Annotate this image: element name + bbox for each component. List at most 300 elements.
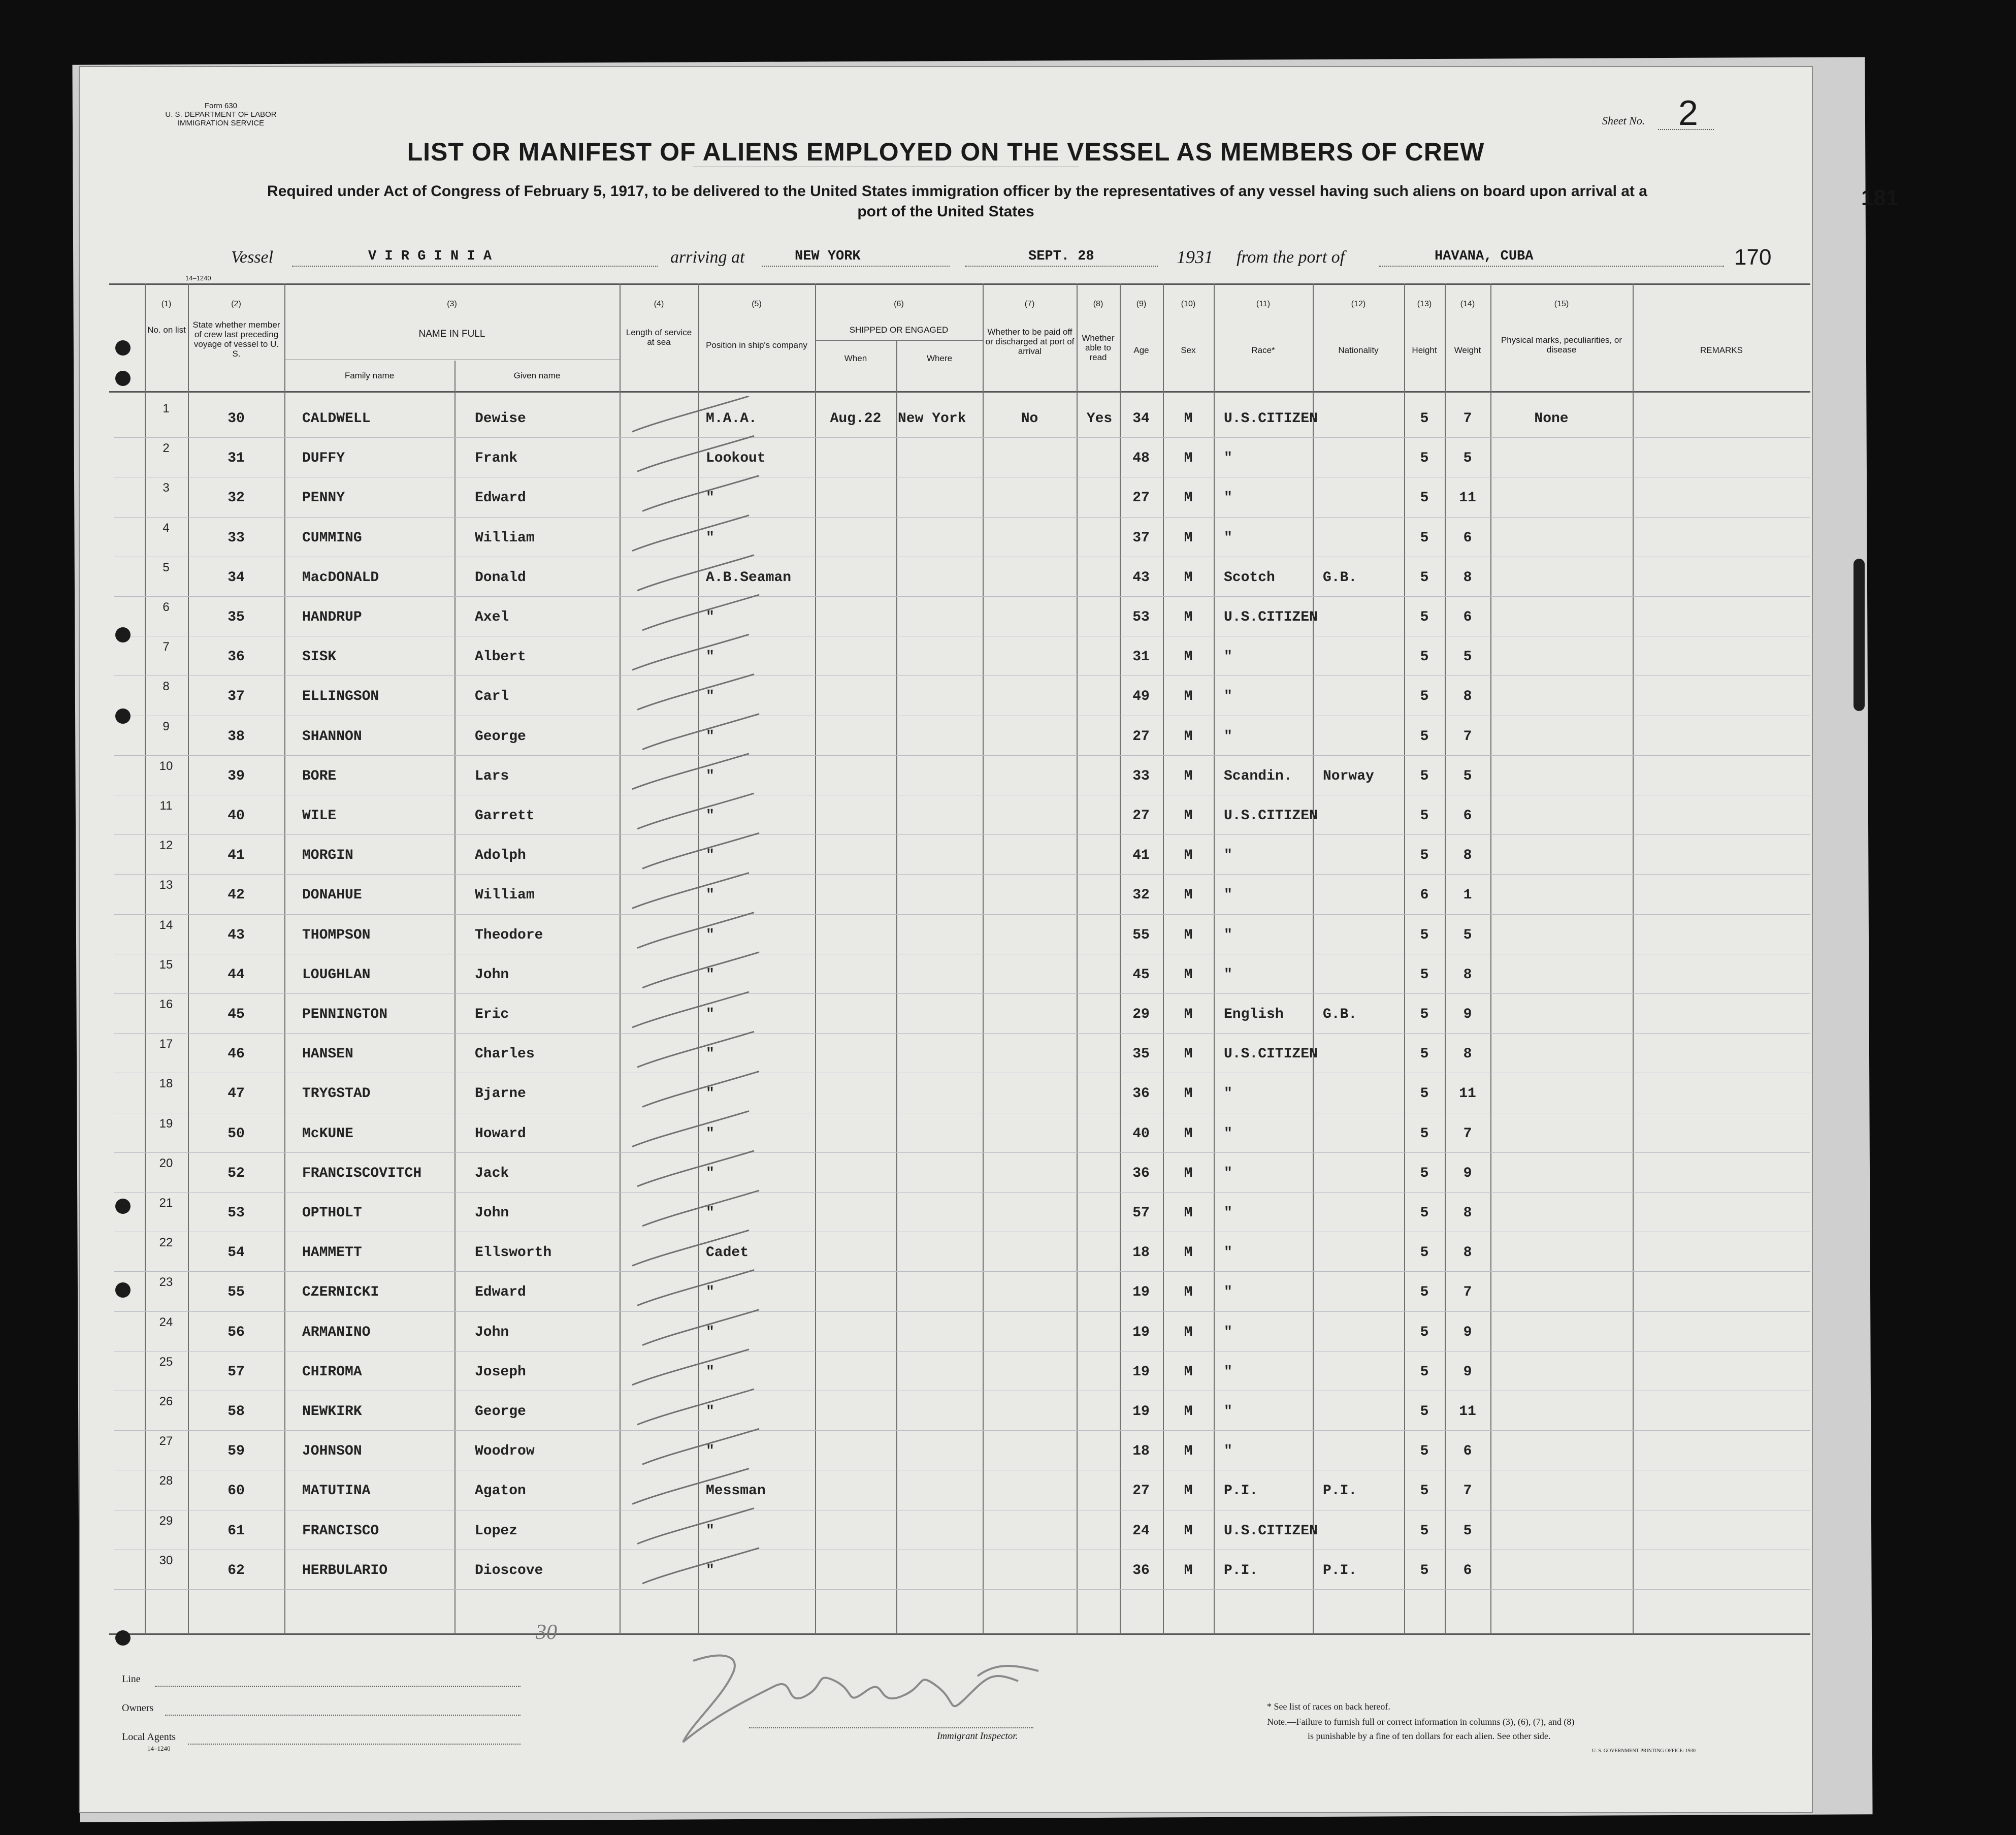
cell-family: DONAHUE <box>302 887 362 904</box>
cell-family: OPTHOLT <box>302 1205 362 1221</box>
inspector-label: Immigrant Inspector. <box>937 1731 1018 1742</box>
cell-weight: 11 <box>1459 490 1476 506</box>
cell-given: George <box>475 1404 526 1420</box>
cell-race: Scotch <box>1224 569 1275 586</box>
footer-owners-rule <box>165 1714 521 1716</box>
cell-height: 5 <box>1420 1443 1429 1460</box>
cell-weight: 7 <box>1463 1483 1472 1499</box>
cell-prev: 62 <box>227 1562 245 1579</box>
cell-family: MacDONALD <box>302 569 379 586</box>
cell-family: NEWKIRK <box>302 1404 362 1420</box>
row-number: 29 <box>159 1514 173 1528</box>
arrival-port: NEW YORK <box>795 249 861 264</box>
cell-race: " <box>1224 887 1232 904</box>
row-number: 14 <box>159 918 173 932</box>
cell-sex: M <box>1184 1404 1193 1420</box>
check-mark <box>637 436 754 471</box>
cell-weight: 9 <box>1463 1165 1472 1181</box>
cell-weight: 8 <box>1463 1245 1472 1261</box>
cell-family: HANSEN <box>302 1046 353 1063</box>
cell-age: 48 <box>1132 450 1150 467</box>
colnum-8: (8) <box>1093 300 1103 308</box>
cell-given: Agaton <box>475 1483 526 1499</box>
colnum-3: (3) <box>447 300 457 308</box>
check-mark <box>632 992 749 1027</box>
cell-prev: 57 <box>227 1364 245 1380</box>
cell-weight: 9 <box>1463 1324 1472 1340</box>
row-divider <box>114 1589 1810 1590</box>
cell-position: " <box>706 848 714 864</box>
cell-position: " <box>706 1324 714 1340</box>
cell-age: 31 <box>1132 649 1150 665</box>
cell-weight: 5 <box>1463 649 1472 665</box>
cell-position: " <box>706 768 714 784</box>
check-mark <box>632 754 749 789</box>
shipped-subheader-line <box>815 340 983 341</box>
punch-hole <box>115 340 131 356</box>
row-divider <box>114 437 1810 438</box>
table-bottom-border <box>109 1633 1810 1635</box>
row-divider <box>114 1192 1810 1193</box>
cell-given: William <box>475 887 535 904</box>
manifest-page <box>79 66 1813 1813</box>
row-divider <box>114 993 1810 994</box>
cell-weight: 8 <box>1463 1046 1472 1063</box>
cell-sex: M <box>1184 490 1193 506</box>
cell-given: Howard <box>475 1125 526 1142</box>
departure-port: HAVANA, CUBA <box>1435 249 1534 264</box>
cell-given: John <box>475 1324 509 1340</box>
cell-position: " <box>706 1125 714 1142</box>
check-mark <box>642 1548 759 1584</box>
cell-given: Lars <box>475 768 509 784</box>
cell-prev: 39 <box>227 768 245 784</box>
cell-family: FRANCISCOVITCH <box>302 1165 422 1181</box>
col-line-name-split <box>454 361 456 1634</box>
colnum-9: (9) <box>1136 300 1147 308</box>
cell-position: " <box>706 1205 714 1221</box>
row-divider <box>114 517 1810 518</box>
check-mark <box>637 913 754 948</box>
cell-sex: M <box>1184 1245 1193 1261</box>
cell-race: " <box>1224 1205 1232 1221</box>
cell-height: 5 <box>1420 1046 1429 1063</box>
row-number: 24 <box>159 1315 173 1329</box>
cell-weight: 6 <box>1463 530 1472 546</box>
check-mark <box>632 1468 749 1504</box>
row-number: 28 <box>159 1474 173 1488</box>
cell-height: 5 <box>1420 967 1429 983</box>
row-number: 25 <box>159 1355 173 1369</box>
check-mark <box>642 475 759 511</box>
row-number: 16 <box>159 997 173 1011</box>
page-number: 170 <box>1734 245 1772 270</box>
col-line-6 <box>815 283 816 1634</box>
cell-prev: 58 <box>227 1404 245 1420</box>
cell-sex: M <box>1184 649 1193 665</box>
cell-height: 5 <box>1420 1483 1429 1499</box>
arrival-date: SEPT. 28 <box>1028 249 1094 264</box>
cell-weight: 5 <box>1463 450 1472 467</box>
punch-hole <box>115 1199 131 1214</box>
cell-given: Woodrow <box>475 1443 535 1460</box>
cell-age: 19 <box>1132 1284 1150 1301</box>
cell-race: P.I. <box>1224 1562 1258 1579</box>
cell-age: 57 <box>1132 1205 1150 1221</box>
cell-position: " <box>706 1007 714 1022</box>
cell-sex: M <box>1184 1364 1193 1380</box>
cell-family: ELLINGSON <box>302 689 379 705</box>
colnum-2: (2) <box>231 300 241 308</box>
department: U. S. DEPARTMENT OF LABOR <box>165 110 277 119</box>
sheet-number: 2 <box>1678 93 1698 133</box>
cell-prev: 46 <box>227 1046 245 1063</box>
cell-height: 5 <box>1420 1205 1429 1221</box>
row-number: 3 <box>162 481 170 495</box>
cell-sex: M <box>1184 569 1193 586</box>
col-line-8 <box>1077 283 1078 1634</box>
cell-family: ARMANINO <box>302 1324 371 1340</box>
col-line-2 <box>188 283 189 1634</box>
cell-position: " <box>706 1165 714 1181</box>
cell-sex: M <box>1184 1562 1193 1579</box>
header-where: Where <box>926 353 953 363</box>
cell-height: 5 <box>1420 1562 1429 1579</box>
sheet-label: Sheet No. <box>1602 114 1645 127</box>
col-line-7 <box>983 283 984 1634</box>
punch-hole <box>115 371 131 386</box>
cell-race: English <box>1224 1007 1284 1022</box>
col-line-16 <box>1633 283 1634 1634</box>
row-number: 22 <box>159 1236 173 1250</box>
cell-height: 5 <box>1420 1324 1429 1340</box>
cell-family: MORGIN <box>302 848 353 864</box>
cell-age: 32 <box>1132 887 1150 904</box>
row-number: 7 <box>162 640 170 654</box>
cell-height: 5 <box>1420 927 1429 943</box>
cell-race: " <box>1224 689 1232 705</box>
cell-height: 5 <box>1420 490 1429 506</box>
cell-sex: M <box>1184 530 1193 546</box>
cell-height: 5 <box>1420 1364 1429 1380</box>
cell-given: Albert <box>475 649 526 665</box>
footer-owners-label: Owners <box>122 1702 154 1714</box>
cell-age: 53 <box>1132 609 1150 625</box>
cell-prev: 54 <box>227 1245 245 1261</box>
cell-given: George <box>475 728 526 745</box>
cell-sex: M <box>1184 967 1193 983</box>
form-header-block <box>119 102 322 127</box>
row-number: 11 <box>159 799 173 813</box>
cell-sex: M <box>1184 1523 1193 1539</box>
cell-age: 36 <box>1132 1086 1150 1102</box>
arriving-label: arriving at <box>670 248 745 267</box>
cell-weight: 11 <box>1459 1404 1476 1420</box>
inspector-rule <box>749 1727 1033 1728</box>
cell-paid: No <box>1021 411 1038 427</box>
cell-prev: 31 <box>227 450 245 467</box>
row-number: 21 <box>159 1196 173 1210</box>
printer-line: U. S. GOVERNMENT PRINTING OFFICE: 1930 <box>1592 1748 1696 1754</box>
cell-race: " <box>1224 927 1232 943</box>
header-weight: Weight <box>1454 345 1481 355</box>
row-number: 15 <box>159 957 173 972</box>
footer-agents-label: Local Agents <box>122 1731 176 1743</box>
cell-sex: M <box>1184 450 1193 467</box>
colnum-15: (15) <box>1554 300 1569 308</box>
cell-sex: M <box>1184 411 1193 427</box>
arriving-underline <box>762 265 950 267</box>
row-divider <box>114 914 1810 915</box>
cell-age: 40 <box>1132 1125 1150 1142</box>
cell-read: Yes <box>1086 411 1113 427</box>
cell-height: 5 <box>1420 1086 1429 1102</box>
cell-given: Axel <box>475 609 509 625</box>
check-mark <box>642 1429 759 1464</box>
cell-prev: 53 <box>227 1205 245 1221</box>
cell-weight: 7 <box>1463 1284 1472 1301</box>
cell-prev: 43 <box>227 927 245 943</box>
cell-weight: 8 <box>1463 569 1472 586</box>
header-nationality: Nationality <box>1338 345 1379 355</box>
cell-age: 19 <box>1132 1404 1150 1420</box>
cell-nat: Norway <box>1323 768 1374 784</box>
cell-age: 27 <box>1132 808 1150 824</box>
col-line-1 <box>145 283 146 1634</box>
colnum-11: (11) <box>1256 300 1271 308</box>
vessel-name: V I R G I N I A <box>368 249 492 264</box>
cell-position: " <box>706 1443 714 1460</box>
footer-agents-rule <box>188 1743 521 1745</box>
table-top-border <box>109 283 1810 285</box>
cell-sex: M <box>1184 609 1193 625</box>
header-given-name: Given name <box>513 371 561 380</box>
cell-family: DUFFY <box>302 450 345 467</box>
cell-race: " <box>1224 1245 1232 1261</box>
cell-family: HERBULARIO <box>302 1562 388 1579</box>
header-remarks: REMARKS <box>1700 345 1743 355</box>
punch-hole <box>115 709 131 724</box>
cell-race: U.S.CITIZEN <box>1224 808 1318 824</box>
row-divider <box>114 675 1810 676</box>
row-divider <box>114 1430 1810 1431</box>
cell-race: U.S.CITIZEN <box>1224 1523 1318 1539</box>
cell-weight: 8 <box>1463 967 1472 983</box>
header-family-name: Family name <box>344 371 395 380</box>
cell-weight: 9 <box>1463 1364 1472 1380</box>
cell-weight: 8 <box>1463 689 1472 705</box>
cell-age: 43 <box>1132 569 1150 586</box>
table-header-border <box>109 391 1810 393</box>
cell-family: TRYGSTAD <box>302 1086 371 1102</box>
header-able-read: Whether able to read <box>1082 333 1115 362</box>
cell-sex: M <box>1184 1284 1193 1301</box>
cell-prev: 60 <box>227 1483 245 1499</box>
header-sex: Sex <box>1181 345 1196 355</box>
cell-weight: 6 <box>1463 1443 1472 1460</box>
cell-family: CHIROMA <box>302 1364 362 1380</box>
row-divider <box>114 1152 1810 1153</box>
cell-prev: 33 <box>227 530 245 546</box>
cell-nat: G.B. <box>1323 1007 1357 1022</box>
cell-given: Theodore <box>475 927 543 943</box>
cell-height: 5 <box>1420 1245 1429 1261</box>
cell-position: " <box>706 1364 714 1380</box>
cell-sex: M <box>1184 1483 1193 1499</box>
vessel-underline <box>292 265 658 267</box>
col-line-10 <box>1163 283 1164 1634</box>
cell-sex: M <box>1184 927 1193 943</box>
cell-given: Edward <box>475 1284 526 1301</box>
cell-sex: M <box>1184 887 1193 904</box>
cell-family: SHANNON <box>302 728 362 745</box>
cell-position: " <box>706 887 714 904</box>
date-underline <box>965 265 1158 267</box>
cell-prev: 50 <box>227 1125 245 1142</box>
colnum-4: (4) <box>654 300 664 308</box>
cell-position: " <box>706 1046 714 1063</box>
subtitle-line-1: Required under Act of Congress of February 5, 1917, to be delivered to the United States immigration officer by the representatives of any vessel having such aliens on board upon arrival at a <box>267 183 1647 200</box>
cell-sex: M <box>1184 808 1193 824</box>
arrival-year: 1931 <box>1177 247 1213 267</box>
cell-age: 27 <box>1132 490 1150 506</box>
check-mark <box>637 1151 754 1186</box>
cell-sex: M <box>1184 1165 1193 1181</box>
cell-race: Scandin. <box>1224 768 1292 784</box>
colnum-7: (7) <box>1024 300 1035 308</box>
cell-height: 5 <box>1420 569 1429 586</box>
check-mark <box>642 1071 759 1107</box>
header-race: Race* <box>1251 345 1275 355</box>
header-length-service: Length of service at sea <box>626 328 692 347</box>
cell-family: McKUNE <box>302 1125 353 1142</box>
cell-age: 49 <box>1132 689 1150 705</box>
header-age: Age <box>1133 345 1149 355</box>
cell-prev: 34 <box>227 569 245 586</box>
cell-prev: 42 <box>227 887 245 904</box>
cell-height: 5 <box>1420 1404 1429 1420</box>
cell-sex: M <box>1184 1125 1193 1142</box>
row-number: 5 <box>162 560 170 574</box>
cell-prev: 35 <box>227 609 245 625</box>
cell-prev: 47 <box>227 1086 245 1102</box>
cell-sex: M <box>1184 1324 1193 1340</box>
col-line-12 <box>1313 283 1314 1634</box>
cell-weight: 6 <box>1463 609 1472 625</box>
note-races: * See list of races on back hereof. <box>1267 1701 1390 1712</box>
cell-weight: 7 <box>1463 411 1472 427</box>
row-number: 9 <box>162 719 170 733</box>
colnum-10: (10) <box>1181 300 1196 308</box>
cell-marks: None <box>1534 411 1569 427</box>
cell-height: 5 <box>1420 649 1429 665</box>
cell-height: 5 <box>1420 808 1429 824</box>
cell-race: " <box>1224 728 1232 745</box>
cell-age: 19 <box>1132 1364 1150 1380</box>
colnum-5: (5) <box>752 300 762 308</box>
cell-age: 27 <box>1132 728 1150 745</box>
note-line-2: is punishable by a fine of ten dollars for each alien. See other side. <box>1308 1731 1551 1741</box>
header-position: Position in ship's company <box>706 340 807 350</box>
sheet-number-line <box>1658 128 1714 130</box>
cell-given: Garrett <box>475 808 535 824</box>
form-number: Form 630 <box>204 102 238 110</box>
cell-position: " <box>706 967 714 983</box>
from-port-underline <box>1379 265 1724 267</box>
row-divider <box>114 1271 1810 1272</box>
service: IMMIGRATION SERVICE <box>177 119 265 127</box>
cell-race: " <box>1224 1364 1232 1380</box>
cell-race: " <box>1224 530 1232 546</box>
punch-hole <box>115 1630 131 1646</box>
header-no-on-list: No. on list <box>147 325 186 335</box>
cell-nat: P.I. <box>1323 1483 1357 1499</box>
cell-position: Cadet <box>706 1245 749 1261</box>
cell-weight: 6 <box>1463 808 1472 824</box>
cell-prev: 45 <box>227 1007 245 1022</box>
cell-age: 55 <box>1132 927 1150 943</box>
cell-prev: 41 <box>227 848 245 864</box>
row-number: 6 <box>162 600 170 614</box>
cell-position: " <box>706 609 714 625</box>
cell-race: " <box>1224 1086 1232 1102</box>
col-line-13 <box>1404 283 1405 1634</box>
cell-family: FRANCISCO <box>302 1523 379 1539</box>
cell-prev: 44 <box>227 967 245 983</box>
cell-race: " <box>1224 450 1232 467</box>
note-line-1: Note.—Failure to furnish full or correct information in columns (3), (6), (7), and (8) <box>1267 1717 1575 1727</box>
row-number: 23 <box>159 1275 173 1290</box>
footer-agents-code: 14–1240 <box>147 1745 171 1752</box>
header-name-in-full: NAME IN FULL <box>418 329 485 339</box>
header-shipped-engaged: SHIPPED OR ENGAGED <box>849 325 949 335</box>
handwritten-ticks <box>597 396 810 1635</box>
page-title: LIST OR MANIFEST OF ALIENS EMPLOYED ON THE VESSEL AS MEMBERS OF CREW <box>407 138 1485 166</box>
check-mark <box>642 952 759 988</box>
archive-stamp: 181 <box>1861 185 1899 210</box>
check-mark <box>637 1032 754 1067</box>
row-number: 1 <box>162 402 170 415</box>
ink-mark <box>1854 559 1865 711</box>
cell-position: " <box>706 530 714 546</box>
cell-given: Eric <box>475 1007 509 1022</box>
cell-sex: M <box>1184 689 1193 705</box>
cell-age: 33 <box>1132 768 1150 784</box>
cell-given: William <box>475 530 535 546</box>
row-number: 26 <box>159 1395 173 1408</box>
cell-race: U.S.CITIZEN <box>1224 411 1318 427</box>
row-number: 13 <box>159 878 173 892</box>
cell-position: " <box>706 927 714 943</box>
handwritten-total: 30 <box>536 1621 557 1644</box>
check-mark <box>642 1310 759 1345</box>
row-divider <box>114 1311 1810 1312</box>
cell-height: 5 <box>1420 1007 1429 1022</box>
cell-position: M.A.A. <box>706 411 757 427</box>
cell-given: Lopez <box>475 1523 518 1539</box>
row-number: 20 <box>159 1156 173 1170</box>
cell-given: Edward <box>475 490 526 506</box>
cell-weight: 5 <box>1463 927 1472 943</box>
row-number: 12 <box>159 839 173 853</box>
cell-given: Bjarne <box>475 1086 526 1102</box>
cell-position: " <box>706 689 714 705</box>
cell-age: 18 <box>1132 1245 1150 1261</box>
cell-position: " <box>706 1404 714 1420</box>
cell-race: " <box>1224 1125 1232 1142</box>
cell-height: 5 <box>1420 1284 1429 1301</box>
cell-given: Joseph <box>475 1364 526 1380</box>
